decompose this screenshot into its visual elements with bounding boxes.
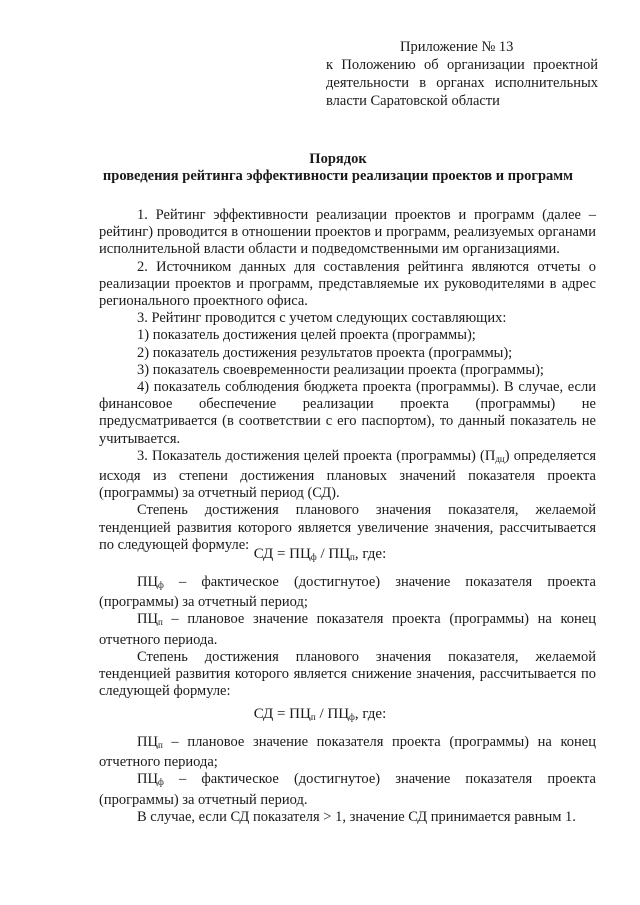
list-item-3: 3) показатель своевременности реализации проекта (программы); (137, 361, 544, 378)
appendix-number: Приложение № 13 (400, 39, 514, 55)
appendix-header (326, 38, 598, 110)
final-note: В случае, если СД показателя > 1, значение СД принимается равным 1. (137, 808, 576, 825)
paragraph-4-subscript: дц (495, 453, 505, 464)
formula-2: СД = $ПЦ_п / ПЦ_ф$, где: (253, 706, 387, 722)
definition-2: $ПЦ_п$ – плановое значение показателя проекта (программы) на конец отчетного периода. (99, 611, 596, 648)
appendix-line-3: власти Саратовской области (326, 93, 500, 109)
list-item-4: 4) показатель соблюдения бюджета проекта (программы). В случае, если финансовое обеспечение реализации проекта (программы) не предусматривается (в соответствии с его паспортом), то данный показатель не учитывается. (99, 379, 596, 447)
paragraph-4-end: ) определяется исходя из степени достижения плановых значений показателя проекта (программы) за отчетный период (СД). (99, 447, 596, 502)
paragraph-3: 3. Рейтинг проводится с учетом следующих составляющих: (137, 310, 507, 327)
paragraph-4-start: 3. Показатель достижения целей проекта (программы) (П (137, 447, 496, 464)
list-item-2: 2) показатель достижения результатов проекта (программы); (137, 344, 513, 361)
body-section-2 (99, 574, 596, 700)
paragraph-1: 1. Рейтинг эффективности реализации проектов и программ (далее – рейтинг) проводится в отношении проектов и программ, реализуемых органами исполнительной власти области и подведомственными им организациями. (99, 207, 596, 258)
definition-1: $ПЦ_ф$ – фактическое (достигнутое) значение показателя проекта (программы) за отчетный период; (99, 574, 596, 611)
degree-decrease-text: Степень достижения планового значения показателя, желаемой тенденцией развития которого является снижение значения, рассчитывается по следующей формуле: (99, 648, 596, 700)
document-title (88, 151, 588, 185)
degree-increase-text: Степень достижения планового значения показателя, желаемой тенденцией развития которого является увеличение значения, рассчитывается по следующей формуле: (99, 502, 596, 553)
body-section-1 (99, 207, 596, 554)
title-line-1: Порядок (309, 151, 367, 167)
paragraph-2: 2. Источником данных для составления рейтинга являются отчеты о реализации проектов и программ, представляемые их руководителями в адрес регионального проектного офиса. (99, 258, 596, 310)
formula-1: СД = $ПЦ_ф / ПЦ_п$, где: (253, 546, 387, 562)
definition-3: $ПЦ_п$ – плановое значение показателя проекта (программы) на конец отчетного периода; (99, 734, 596, 771)
paragraph-4 (99, 448, 596, 503)
title-line-2: проведения рейтинга эффективности реализации проектов и программ (102, 168, 574, 184)
body-section-3 (99, 734, 596, 826)
appendix-line-2: деятельности в органах исполнительных (326, 75, 598, 91)
list-item-1: 1) показатель достижения целей проекта (программы); (137, 327, 476, 344)
appendix-line-1: к Положению об организации проектной (326, 57, 598, 73)
definition-4: $ПЦ_ф$ – фактическое (достигнутое) значение показателя проекта (программы) за отчетный период. (99, 771, 596, 808)
